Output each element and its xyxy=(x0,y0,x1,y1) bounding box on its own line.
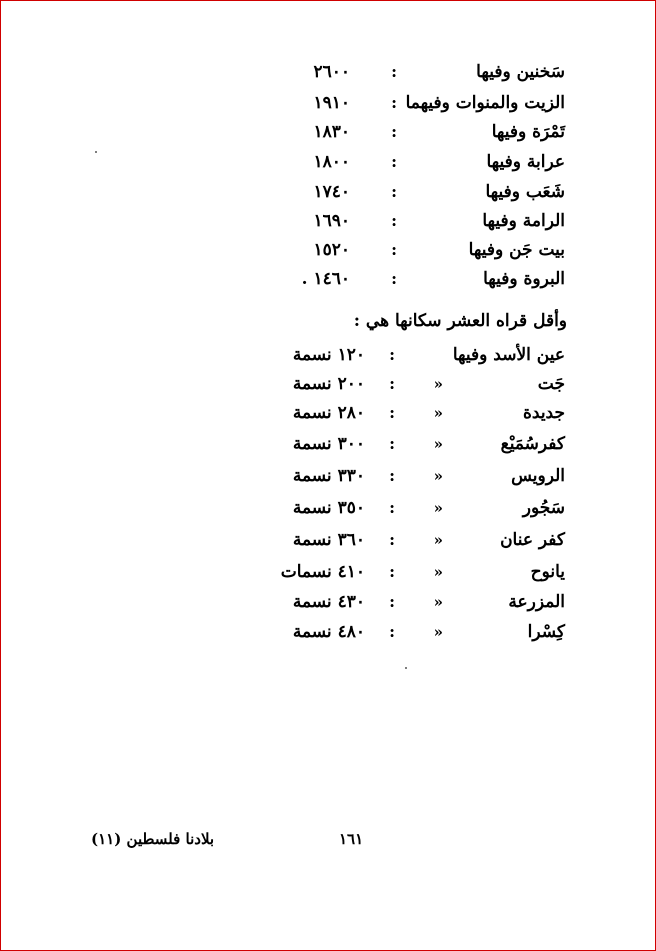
ditto-mark: « xyxy=(433,593,443,611)
separator: : xyxy=(391,62,397,81)
list-item xyxy=(265,529,565,551)
village-name: عرابة وفيها xyxy=(486,152,565,172)
population-value: ٤١٠ نسمات xyxy=(280,562,365,582)
list-item xyxy=(265,433,565,455)
population-value: ٣٦٠ نسمة xyxy=(292,530,365,550)
population-value: ٣٠٠ نسمة xyxy=(292,434,365,454)
ditto-mark: « xyxy=(433,435,443,453)
ditto-mark: « xyxy=(433,499,443,517)
list-item xyxy=(265,92,565,114)
list-item xyxy=(265,561,565,583)
separator: : xyxy=(391,93,397,112)
list-item xyxy=(265,402,565,424)
population-value: ١٤٦٠ . xyxy=(301,269,350,289)
village-name: شَعَب وفيها xyxy=(485,182,565,202)
separator: : xyxy=(391,122,397,141)
village-name: الزيت والمنوات وفيهما xyxy=(405,93,565,113)
population-value: ١٢٠ نسمة xyxy=(292,345,365,365)
list-item xyxy=(265,181,565,203)
population-value: ١٩١٠ xyxy=(313,93,350,113)
population-value: ١٧٤٠ xyxy=(313,182,350,202)
separator: : xyxy=(389,374,395,393)
list-item xyxy=(265,497,565,519)
village-name: عين الأسد وفيها xyxy=(452,345,565,365)
village-name: البروة وفيها xyxy=(483,269,565,289)
population-value: ١٨٣٠ xyxy=(313,122,350,142)
list-item xyxy=(265,591,565,613)
population-value: ٢٨٠ نسمة xyxy=(292,403,365,423)
list-item xyxy=(265,621,565,643)
ditto-mark: « xyxy=(433,623,443,641)
list-item xyxy=(265,373,565,395)
village-name: بيت جَن وفيها xyxy=(468,240,565,260)
separator: : xyxy=(391,240,397,259)
ditto-mark: « xyxy=(433,375,443,393)
separator: : xyxy=(391,152,397,171)
village-name: كفرسُمَيْع xyxy=(500,434,565,454)
population-value: ٢٦٠٠ xyxy=(313,62,350,82)
village-name: يانوح xyxy=(530,562,565,582)
population-value: ٣٥٠ نسمة xyxy=(292,498,365,518)
separator: : xyxy=(389,466,395,485)
list-item xyxy=(265,151,565,173)
village-name: تَمْرَة وفيها xyxy=(491,122,565,142)
separator: : xyxy=(391,182,397,201)
list-item xyxy=(265,344,565,366)
population-value: ٤٣٠ نسمة xyxy=(292,592,365,612)
scan-speck xyxy=(95,151,97,153)
separator: : xyxy=(389,498,395,517)
separator: : xyxy=(389,530,395,549)
ditto-mark: « xyxy=(433,531,443,549)
village-name: كِسْرا xyxy=(527,622,565,642)
population-value: ٣٣٠ نسمة xyxy=(292,466,365,486)
list-item xyxy=(265,61,565,83)
village-name: الرامة وفيها xyxy=(482,211,565,231)
separator: : xyxy=(389,562,395,581)
village-name: المزرعة xyxy=(508,592,565,612)
village-name: سَجُور xyxy=(522,498,565,518)
list-item xyxy=(265,121,565,143)
book-title: بلادنا فلسطين (١١) xyxy=(91,830,215,848)
separator: : xyxy=(389,434,395,453)
list-item xyxy=(265,465,565,487)
separator: : xyxy=(391,211,397,230)
village-name: جَت xyxy=(537,374,565,394)
population-value: ٢٠٠ نسمة xyxy=(292,374,365,394)
ditto-mark: « xyxy=(433,467,443,485)
village-name: سَخنين وفيها xyxy=(476,62,565,82)
population-value: ١٨٠٠ xyxy=(313,152,350,172)
separator: : xyxy=(389,622,395,641)
population-value: ٤٨٠ نسمة xyxy=(292,622,365,642)
ditto-mark: « xyxy=(433,404,443,422)
list-item xyxy=(265,239,565,261)
ditto-mark: « xyxy=(433,563,443,581)
population-value: ١٦٩٠ xyxy=(313,211,350,231)
separator: : xyxy=(389,345,395,364)
list-item xyxy=(265,268,565,290)
population-value: ١٥٢٠ xyxy=(313,240,350,260)
page-number: ١٦١ xyxy=(339,830,364,848)
section-heading: وأقل قراه العشر سكانها هي : xyxy=(353,311,567,331)
separator: : xyxy=(391,269,397,288)
separator: : xyxy=(389,592,395,611)
scan-speck xyxy=(405,667,407,669)
village-name: الرويس xyxy=(511,466,565,486)
village-name: كفر عنان xyxy=(500,530,565,550)
separator: : xyxy=(389,403,395,422)
list-item xyxy=(265,210,565,232)
village-name: جديدة xyxy=(523,403,565,423)
